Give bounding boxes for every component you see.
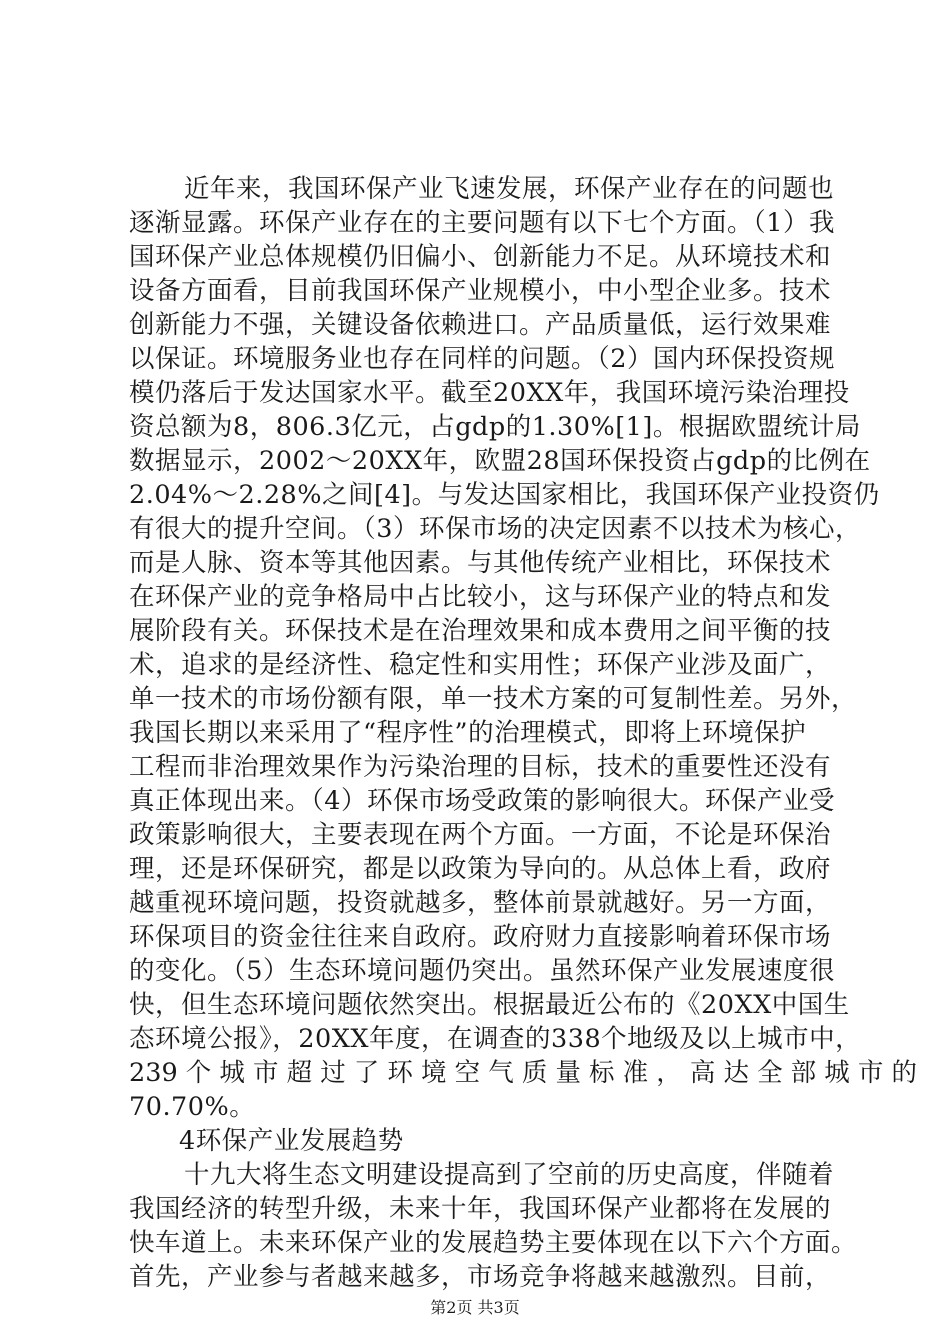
paragraph-line: 快，但生态环境问题依然突出。根据最近公布的《20XX中国生 <box>129 990 850 1020</box>
paragraph-line: 逐渐显露。环保产业存在的主要问题有以下七个方面。（1）我 <box>129 208 835 238</box>
page-number-footer: 第2页 共3页 <box>430 1298 520 1317</box>
paragraph-line: 70.70%。 <box>129 1092 256 1122</box>
paragraph-line: 越重视环境问题，投资就越多，整体前景就越好。另一方面， <box>129 888 832 918</box>
paragraph-line: 国环保产业总体规模仍旧偏小、创新能力不足。从环境技术和 <box>129 242 832 272</box>
paragraph-line: 在环保产业的竞争格局中占比较小，这与环保产业的特点和发 <box>129 582 832 612</box>
paragraph-line: 真正体现出来。（4）环保市场受政策的影响很大。环保产业受 <box>129 786 835 816</box>
paragraph-line: 我国经济的转型升级，未来十年，我国环保产业都将在发展的 <box>129 1194 832 1224</box>
paragraph-line: 数据显示，2002～20XX年，欧盟28国环保投资占gdp的比例在 <box>129 446 871 476</box>
paragraph-line: 首先，产业参与者越来越多，市场竞争将越来越激烈。目前， <box>129 1262 832 1292</box>
section-heading: 4环保产业发展趋势 <box>179 1126 404 1156</box>
paragraph-line: 十九大将生态文明建设提高到了空前的历史高度，伴随着 <box>184 1160 835 1190</box>
paragraph-line: 以保证。环境服务业也存在同样的问题。（2）国内环保投资规 <box>129 344 835 374</box>
paragraph-line: 环保项目的资金往往来自政府。政府财力直接影响着环保市场 <box>129 922 832 952</box>
paragraph-line: 政策影响很大，主要表现在两个方面。一方面，不论是环保治 <box>129 820 832 850</box>
paragraph-line: 创新能力不强，关键设备依赖进口。产品质量低，运行效果难 <box>129 310 832 340</box>
paragraph-line: 工程而非治理效果作为污染治理的目标，技术的重要性还没有 <box>129 752 832 782</box>
paragraph-line: 2.04%～2.28%之间[4]。与发达国家相比，我国环保产业投资仍 <box>129 480 880 510</box>
paragraph-line: 资总额为8，806.3亿元，占gdp的1.30%[1]。根据欧盟统计局 <box>129 412 861 442</box>
paragraph-line: 近年来，我国环保产业飞速发展，环保产业存在的问题也 <box>184 174 835 204</box>
paragraph-line: 单一技术的市场份额有限，单一技术方案的可复制性差。另外， <box>129 684 858 714</box>
paragraph-line: 快车道上。未来环保产业的发展趋势主要体现在以下六个方面。 <box>129 1228 858 1258</box>
paragraph-line: 展阶段有关。环保技术是在治理效果和成本费用之间平衡的技 <box>129 616 832 646</box>
paragraph-line: 模仍落后于发达国家水平。截至20XX年，我国环境污染治理投 <box>129 378 850 408</box>
paragraph-line: 设备方面看，目前我国环保产业规模小，中小型企业多。技术 <box>129 276 832 306</box>
paragraph-line: 有很大的提升空间。（3）环保市场的决定因素不以技术为核心， <box>129 514 861 544</box>
paragraph-line: 理，还是环保研究，都是以政策为导向的。从总体上看，政府 <box>129 854 832 884</box>
paragraph-line: 而是人脉、资本等其他因素。与其他传统产业相比，环保技术 <box>129 548 832 578</box>
paragraph-line: 239 个 城 市 超 过 了 环 境 空 气 质 量 标 准 ， 高 达 全 部 城 市 的 <box>129 1058 917 1088</box>
paragraph-line: 术，追求的是经济性、稳定性和实用性；环保产业涉及面广， <box>129 650 832 680</box>
paragraph-line: 态环境公报》，20XX年度，在调查的338个地级及以上城市中， <box>129 1024 862 1054</box>
paragraph-line: 的变化。（5）生态环境问题仍突出。虽然环保产业发展速度很 <box>129 956 835 986</box>
paragraph-line: 我国长期以来采用了“程序性”的治理模式，即将上环境保护 <box>129 718 807 748</box>
